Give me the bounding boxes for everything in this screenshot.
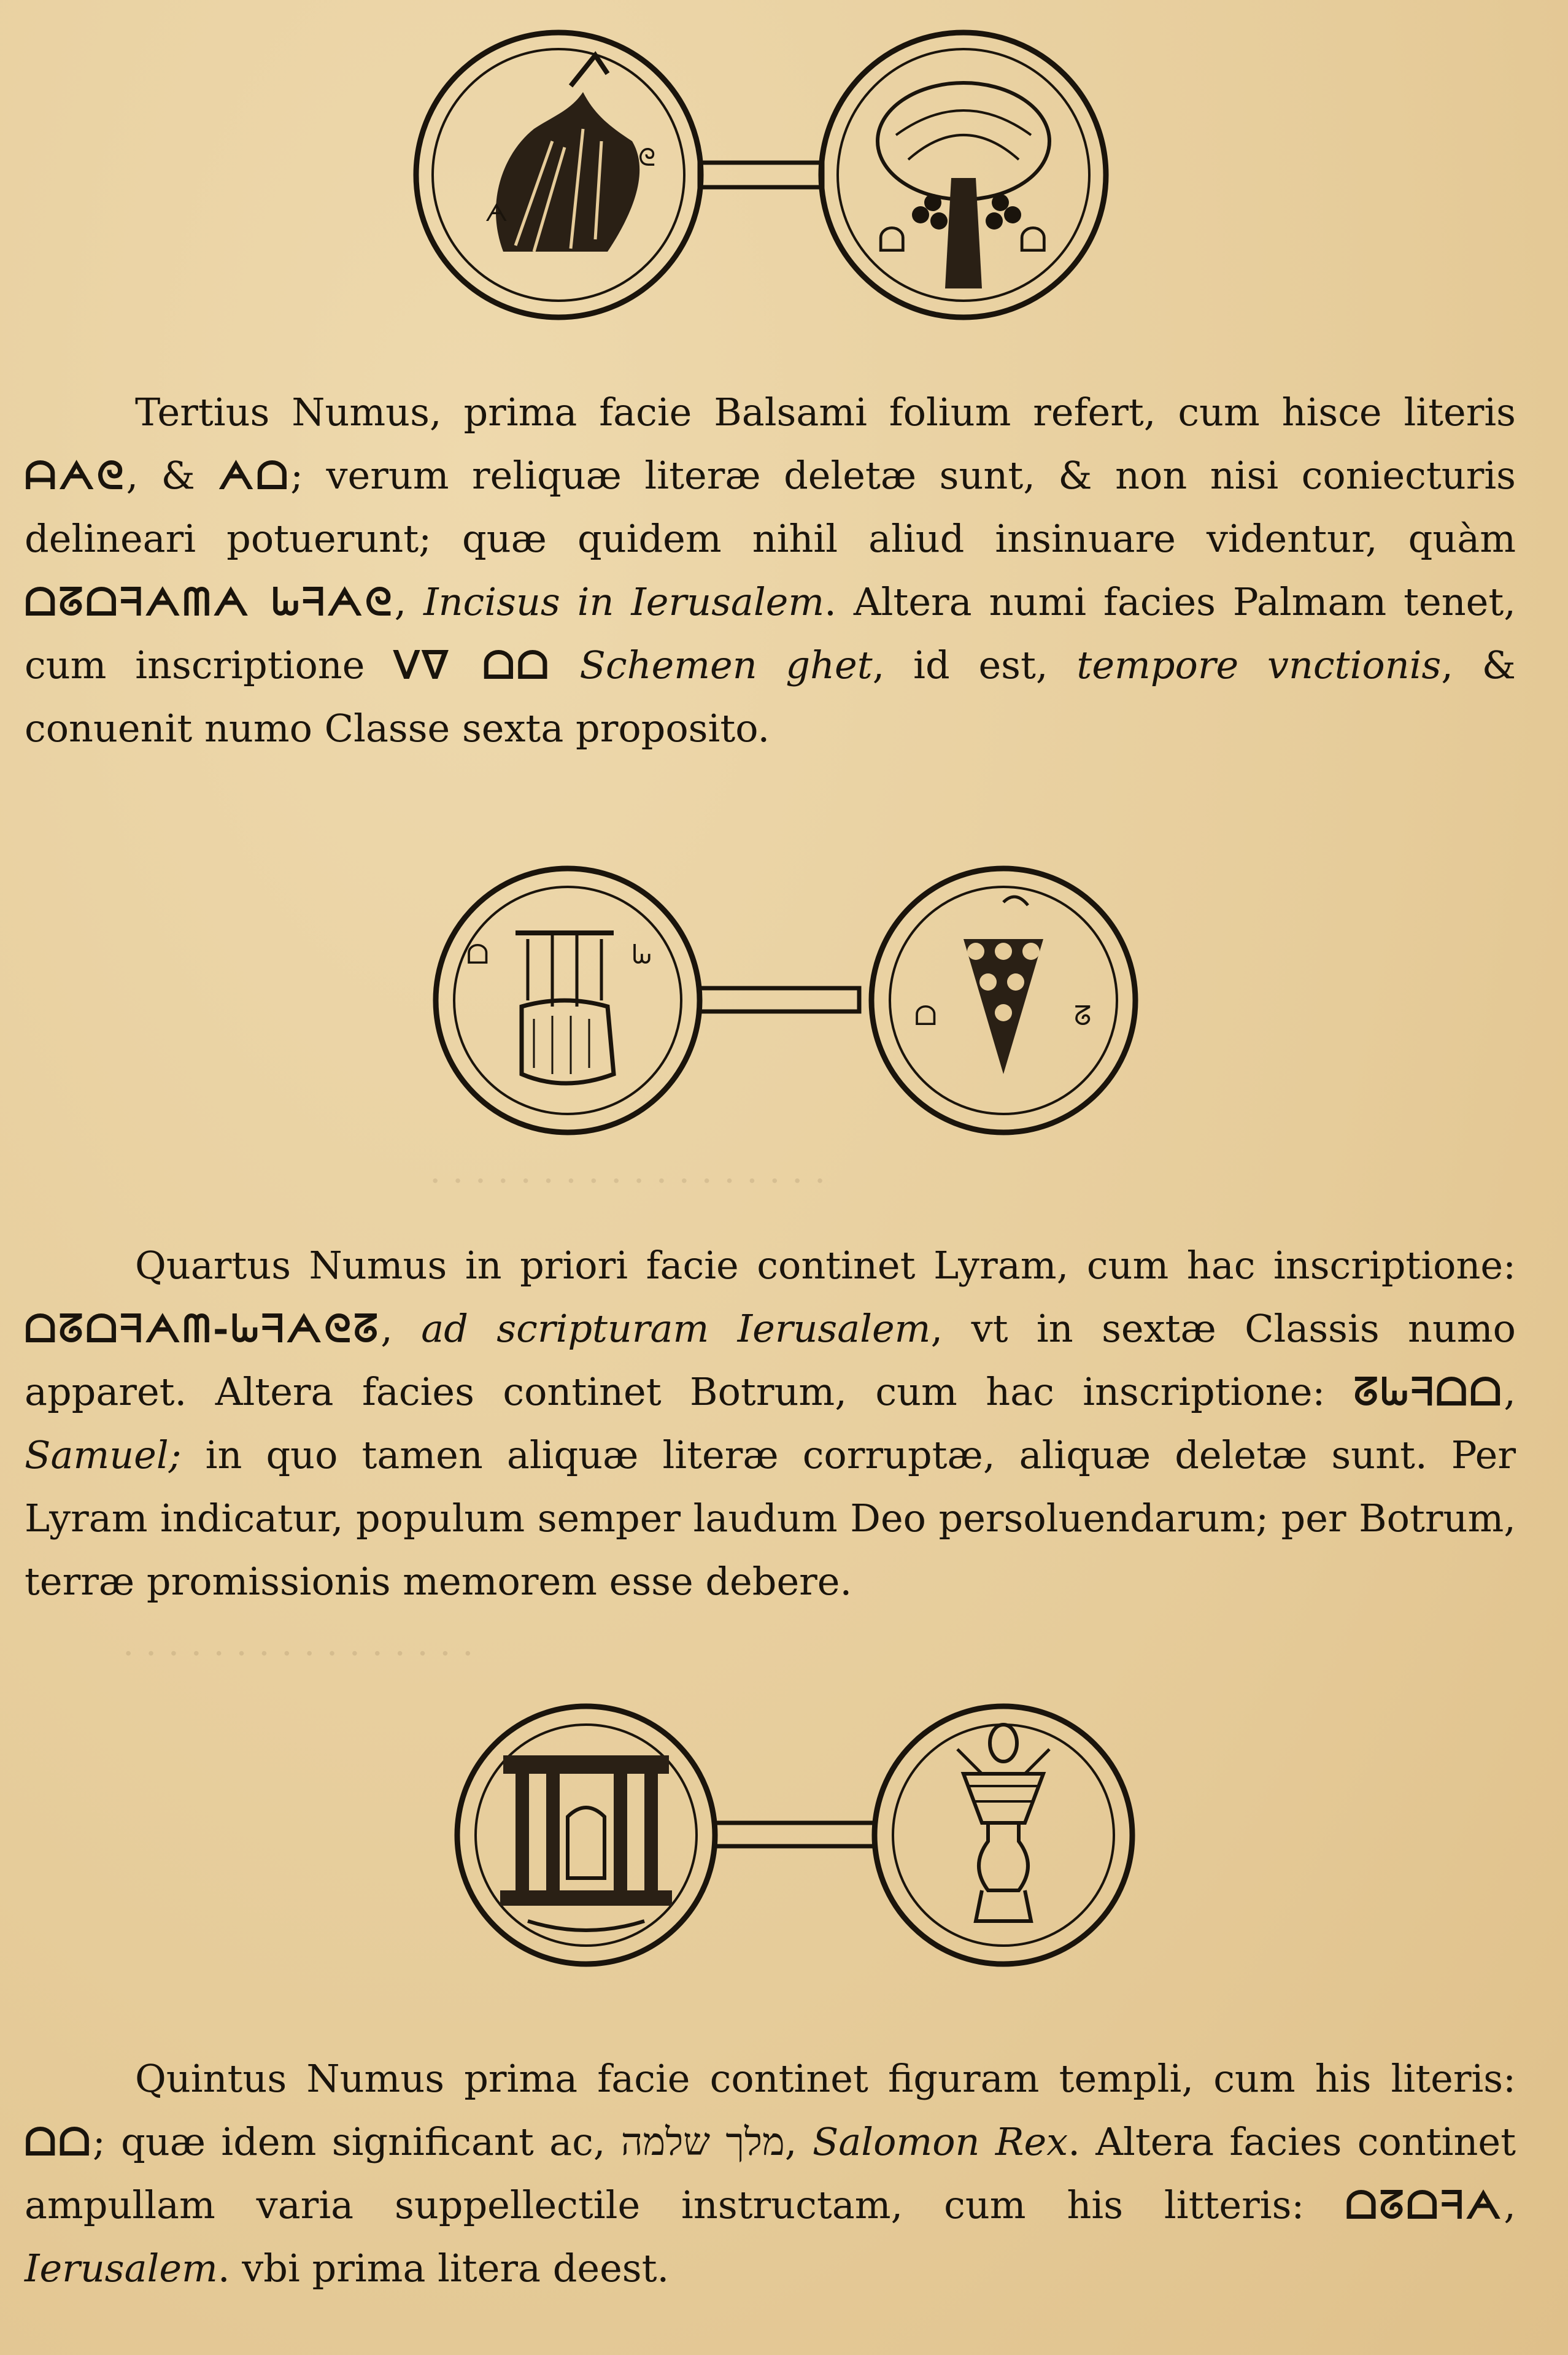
text: [551, 643, 580, 687]
text: ; verum reliquæ literæ deletæ sunt, & non nisi coniecturis delineari potuerunt; quæ quidem nihil aliud insinuare videntur, quàm: [25, 453, 1516, 561]
text: in quo tamen aliquæ literæ corruptæ, aliquæ deletæ sunt. Per Lyram indicatur, populum semper laudum Deo persoluendarum; per Botrum, terræ promissionis memorem esse debere.: [25, 1433, 1516, 1604]
text: ,: [394, 579, 424, 624]
text: ; quæ idem significant ac,: [92, 2119, 621, 2164]
italic-translation: Samuel;: [25, 1433, 182, 1477]
bleed-through-text: · · · · · · · · · · · · · · · ·: [123, 1633, 474, 1674]
text: . Altera facies continet ampullam varia suppellectile instructam, cum his litteris:: [25, 2119, 1516, 2227]
bleed-through-text: · · · · · · · · · · · · · · · · · ·: [430, 1160, 826, 1202]
coin-pair-3: [448, 1694, 1141, 1976]
italic-translation: ad scripturam Ierusalem: [421, 1306, 931, 1351]
text: . vbi prima litera deest.: [217, 2246, 670, 2291]
svg-text:ᘈ: ᘈ: [632, 939, 652, 970]
paragraph-quartus-numus: [25, 1234, 1516, 1613]
samaritan-letters: ᗝᘔᗝᖷᗅᗰ-ᘈᖷᗅᘓᘔ: [25, 1306, 381, 1351]
samaritan-letters: ᘔᘈᖷᗝᗝ: [1353, 1369, 1504, 1414]
text: , vt in sextæ Classis numo apparet. Altera facies continet Botrum, cum hac inscriptione:: [25, 1306, 1516, 1414]
coin-reverse-grapes: [871, 868, 1135, 1132]
samaritan-letters: ᗝᗝ: [25, 2119, 93, 2164]
coin-pair-1: [411, 18, 1148, 338]
text: Quintus Numus prima facie continet figuram templi, cum his literis:: [135, 2056, 1516, 2101]
svg-text:ᗝ: ᗝ: [914, 1000, 937, 1032]
italic-translation: Salomon Rex: [812, 2119, 1068, 2164]
text: , & conuenit numo Classe sexta proposito.: [25, 643, 1516, 751]
coin-obverse-temple: [457, 1706, 715, 1964]
svg-text:ᗝ: ᗝ: [878, 220, 906, 260]
paragraph-tertius-numus: [25, 381, 1516, 760]
text: ,: [784, 2119, 813, 2164]
coin-link: [700, 988, 859, 1011]
italic-translation: Ierusalem: [25, 2246, 218, 2291]
text: , id est,: [872, 643, 1077, 687]
samaritan-letters: ᗩᗅᘓ: [25, 453, 126, 498]
svg-text:ᗅ: ᗅ: [485, 199, 508, 227]
hebrew-text: מלך שלמה: [620, 2119, 785, 2164]
coin-reverse-ampulla: [875, 1706, 1132, 1964]
svg-text:ᗝ: ᗝ: [1019, 220, 1048, 260]
text: , &: [126, 453, 218, 498]
paragraph-quintus-numus: [25, 2047, 1516, 2300]
italic-translation: Incisus in Ierusalem: [423, 579, 825, 624]
svg-text:ᘓ: ᘓ: [638, 144, 656, 172]
coin-link: [715, 1823, 875, 1846]
samaritan-letters: ᐯᐁ ᗝᗝ: [393, 643, 551, 687]
svg-text:ᗝ: ᗝ: [466, 939, 489, 970]
coin-obverse-balsam-leaf: [416, 33, 701, 317]
samaritan-letters: ᗝᘔᗝᖷᗅᗰᗅ ᘈᖷᗅᘓ: [25, 579, 395, 624]
italic-translation: Schemen ghet: [579, 643, 873, 687]
coin-obverse-lyre: [436, 868, 700, 1132]
text: Quartus Numus in priori facie continet Lyram, cum hac inscriptione:: [135, 1243, 1516, 1288]
text: ,: [1504, 1369, 1516, 1414]
text: ,: [380, 1306, 422, 1351]
samaritan-letters: ᗅᗝ: [218, 453, 291, 498]
text: ,: [1504, 2183, 1516, 2227]
italic-translation: tempore vnctionis: [1076, 643, 1442, 687]
samaritan-letters: ᗝᘔᗝᖷᗅ: [1345, 2183, 1504, 2227]
svg-text:ᘔ: ᘔ: [1074, 1000, 1092, 1032]
coin-pair-2: [430, 853, 1148, 1148]
text: . Altera numi facies Palmam tenet, cum inscriptione: [25, 579, 1516, 687]
coin-link: [700, 163, 822, 187]
text: Tertius Numus, prima facie Balsami folium refert, cum hisce literis: [135, 390, 1516, 435]
coin-reverse-palm-tree: [821, 33, 1106, 317]
